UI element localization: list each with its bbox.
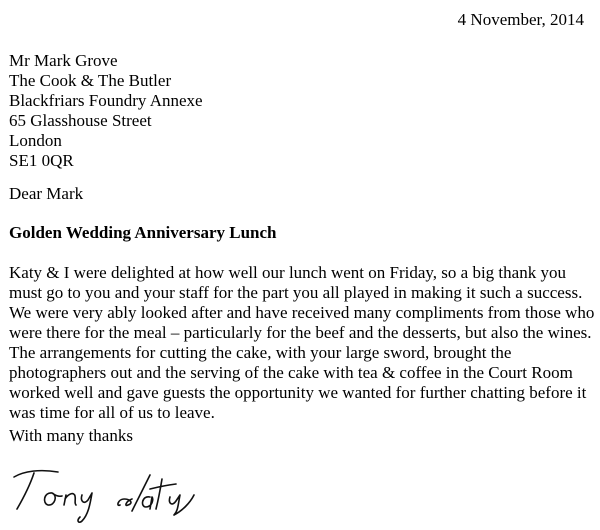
body-line: must go to you and your staff for the part you all played in making it such a success. [9,283,583,302]
closing-line: With many thanks [9,426,133,445]
body-line: was time for all of us to leave. [9,403,215,422]
body-line: The arrangements for cutting the cake, with your large sword, brought the [9,343,512,362]
address-line: London [9,131,62,150]
signature-image [0,455,300,525]
body-line: worked well and gave guests the opportunity we wanted for further chatting before it [9,383,587,402]
address-line: The Cook & The Butler [9,71,172,90]
address-line: 65 Glasshouse Street [9,111,152,130]
address-line: Mr Mark Grove [9,51,118,70]
body-line: were there for the meal – particularly for the beef and the desserts, but also the wines. [9,323,592,342]
letter-body [9,263,599,423]
address-line: Blackfriars Foundry Annexe [9,91,203,110]
salutation: Dear Mark [9,184,84,203]
body-line: We were very ably looked after and have received many compliments from those who [9,303,595,322]
signature-tony [14,471,92,523]
body-line: Katy & I were delighted at how well our lunch went on Friday, so a big thank you [9,263,566,282]
address-line: SE1 0QR [9,151,74,170]
signature-katy [118,475,194,515]
signatures [0,455,300,525]
subject-heading: Golden Wedding Anniversary Lunch [9,223,277,242]
recipient-address [9,51,203,171]
letter-date: 4 November, 2014 [457,10,584,29]
body-line: photographers out and the serving of the cake with tea & coffee in the Court Room [9,363,573,382]
